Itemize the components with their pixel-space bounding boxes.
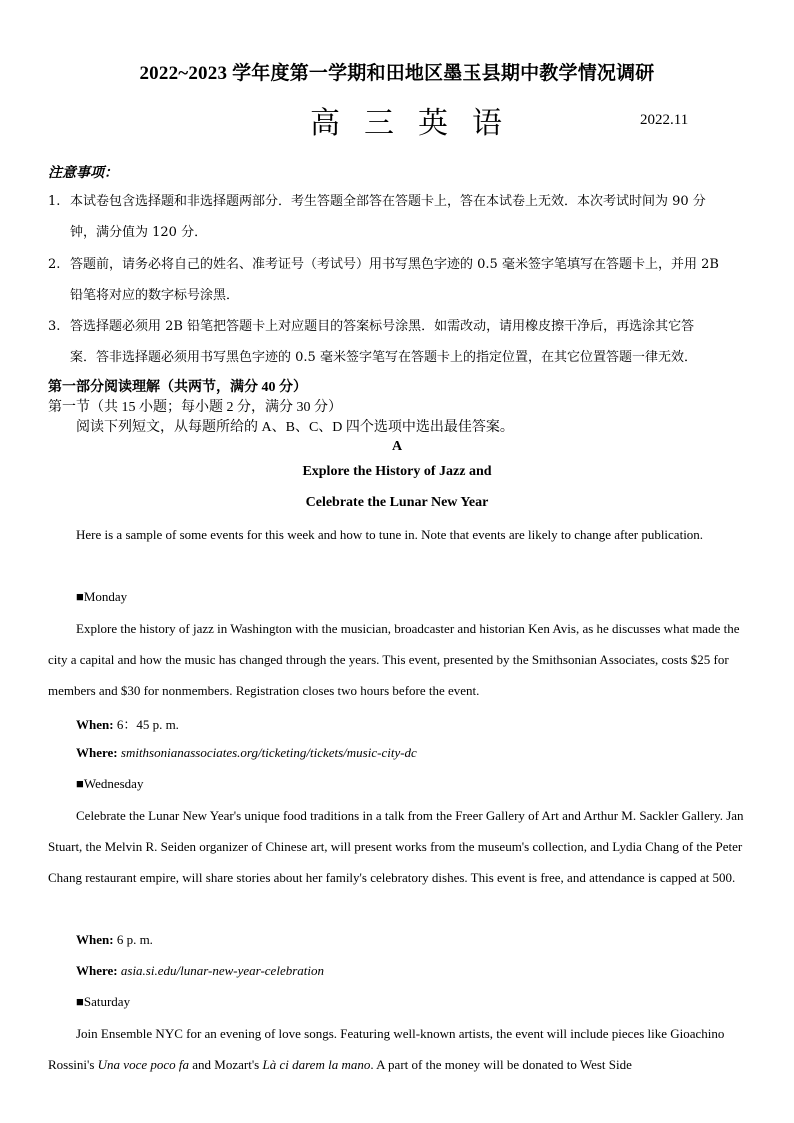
event-day: ■Wednesday xyxy=(76,776,144,791)
when-value: 6 p. m. xyxy=(116,932,153,947)
where-label: Where: xyxy=(76,745,118,760)
note-number: 1. xyxy=(48,194,61,209)
note-number: 3. xyxy=(48,319,61,334)
exam-title: 2022~2023 学年度第一学期和田地区墨玉县期中教学情况调研 xyxy=(139,63,655,84)
subject-title: 高三英语 xyxy=(310,107,526,140)
event-text: . A part of the money will be donated to West Side xyxy=(370,1057,632,1073)
note-item xyxy=(48,311,748,373)
note-text-continued: 钟，满分值为 120 分． xyxy=(70,225,208,240)
subsection-title: 第一节（共 15 小题；每小题 2 分，满分 30 分） xyxy=(48,400,342,415)
event-text: Join Ensemble NYC for an evening of love songs. Featuring well-known artists, the event will include pieces like Gioachino Rossini's xyxy=(48,1026,725,1073)
event-description: Celebrate the Lunar New Year's unique food traditions in a talk from the Freer Gallery of Art and Arthur M. Sackler Gallery. Jan Stuart, the Melvin R. Seiden organizer of Chinese art, will present works from the museum's collection, and Lydia Chang of the Peter Chang restaurant empire, will share stories about her family's celebratory dishes. This event is free, and attendance is capped at 500. xyxy=(48,808,744,886)
event-text: and Mozart's xyxy=(189,1057,263,1073)
event-when xyxy=(76,714,179,733)
note-item xyxy=(48,186,748,248)
passage-title-line2: Celebrate the Lunar New Year xyxy=(305,495,489,510)
passage-intro: Here is a sample of some events for this week and how to tune in. Note that events are likely to change after publication. xyxy=(76,527,704,542)
passage-title-line1: Explore the History of Jazz and xyxy=(302,464,492,479)
note-number: 2. xyxy=(48,257,61,272)
event-description: Explore the history of jazz in Washington with the musician, broadcaster and historian Ken Avis, as he discusses what made the city a capital and how the music has changed through the years. This event, presented by the Smithsonian Associates, costs $25 for members and $30 for nonmembers. Registration closes two hours before the event. xyxy=(48,621,740,699)
notes-heading: 注意事项： xyxy=(48,166,118,181)
event-day: ■Monday xyxy=(76,589,128,604)
instruction: 阅读下列短文，从每题所给的 A、B、C、D 四个选项中选出最佳答案。 xyxy=(76,420,514,435)
when-value: 6：45 p. m. xyxy=(116,717,179,732)
note-item xyxy=(48,249,748,311)
where-label: Where: xyxy=(76,963,118,978)
exam-date: 2022.11 xyxy=(640,112,689,128)
note-text-continued: 案．答非选择题必须用书写黑色字迹的 0.5 毫米签字笔写在答题卡上的指定位置，在其它位置答题一律无效． xyxy=(70,350,697,365)
work-title: Là ci darem la mano xyxy=(262,1057,371,1073)
event-where xyxy=(76,745,417,761)
note-text: 本试卷包含选择题和非选择题两部分．考生答题全部答在答题卡上，答在本试卷上无效．本次考试时间为 90 分 xyxy=(70,194,706,209)
where-value: asia.si.edu/lunar-new-year-celebration xyxy=(120,963,324,978)
where-value: smithsonianassociates.org/ticketing/tickets/music-city-dc xyxy=(120,745,417,760)
work-title: Una voce poco fa xyxy=(97,1057,190,1073)
event-day: ■Saturday xyxy=(76,994,131,1009)
event-where xyxy=(76,963,324,979)
passage-label: A xyxy=(391,439,403,454)
event-when xyxy=(76,932,153,948)
event-description xyxy=(48,1018,748,1080)
when-label: When: xyxy=(76,932,114,947)
when-label: When: xyxy=(76,717,114,732)
note-text: 答题前，请务必将自己的姓名、准考证号（考试号）用书写黑色字迹的 0.5 毫米签字笔填写在答题卡上，并用 2B xyxy=(70,257,719,272)
note-text: 答选择题必须用 2B 铅笔把答题卡上对应题目的答案标号涂黑．如需改动，请用橡皮擦干净后，再选涂其它答 xyxy=(70,319,695,334)
part-title: 第一部分阅读理解（共两节，满分 40 分） xyxy=(48,380,307,395)
note-text-continued: 铅笔将对应的数字标号涂黑． xyxy=(70,288,240,303)
